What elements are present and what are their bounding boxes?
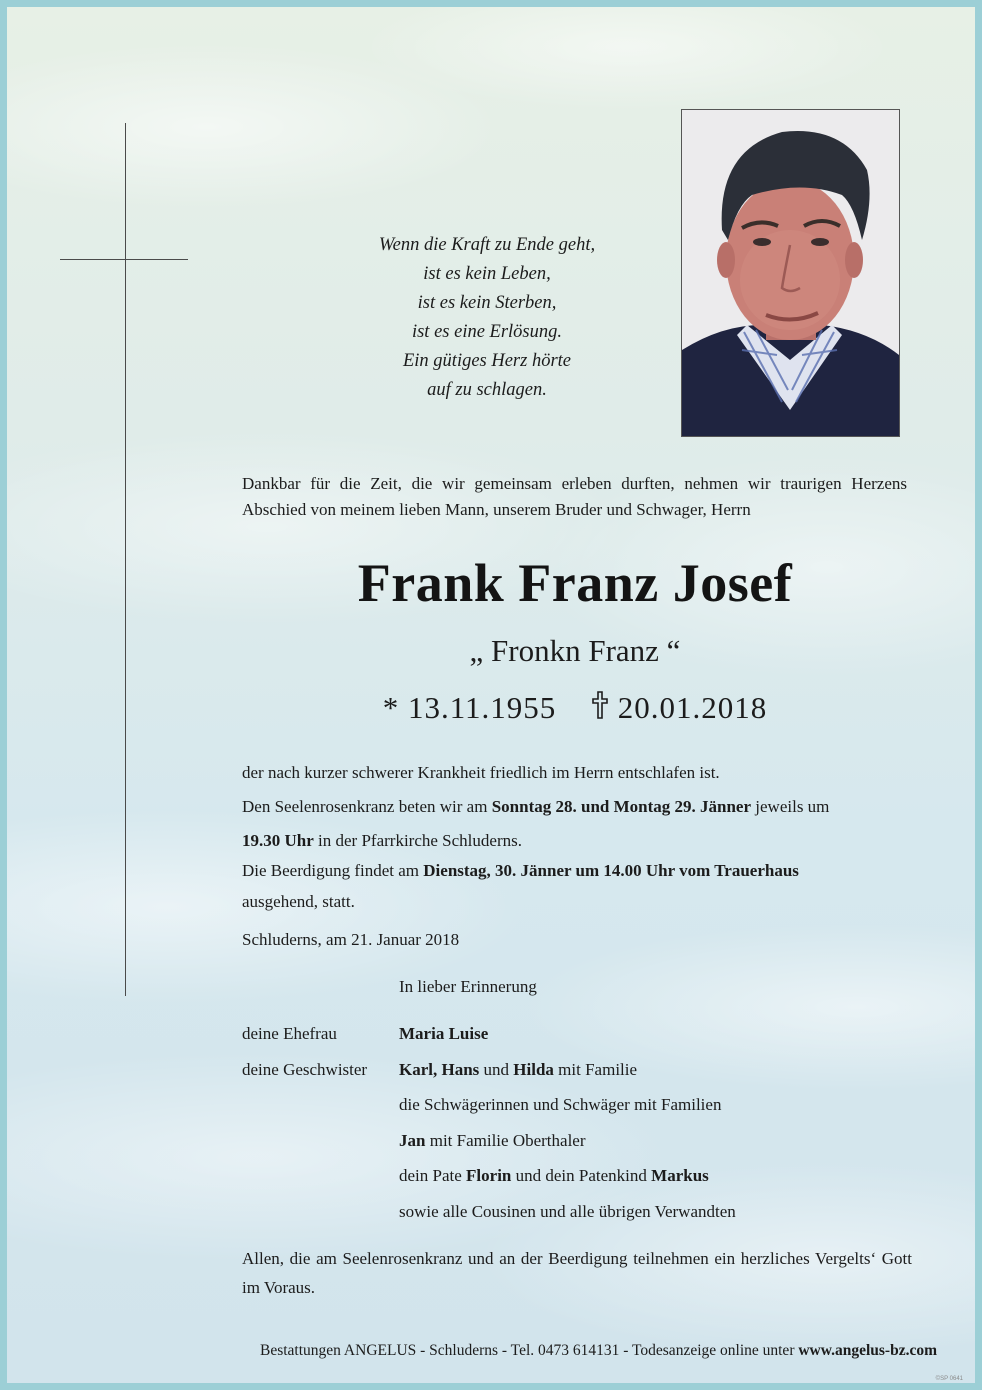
place-date: Schluderns, am 21. Januar 2018 <box>242 930 460 949</box>
rosary-text-part: Den Seelenrosenkranz beten wir am <box>242 797 492 816</box>
death-cross-icon <box>591 690 609 720</box>
family-members <box>399 1020 488 1048</box>
footer-text: Bestattungen ANGELUS - Schluderns - Tel. 0473 614131 - Todesanzeige online unter <box>259 1342 799 1359</box>
life-dates <box>240 690 910 726</box>
cross-horizontal-line <box>60 259 188 260</box>
rosary-time: 19.30 Uhr <box>242 831 314 850</box>
sibling-names: Karl, Hans <box>399 1059 480 1079</box>
relative-name: Jan <box>399 1130 426 1150</box>
poem-line: ist es kein Leben, <box>423 264 551 284</box>
rosary-text-part: jeweils um <box>751 797 830 816</box>
funeral-text-part: Die Beerdigung findet am <box>242 861 424 880</box>
poem-line: auf zu schlagen. <box>427 380 547 400</box>
poem-line: Wenn die Kraft zu Ende geht, <box>378 235 596 255</box>
death-date: 20.01.2018 <box>617 690 768 725</box>
family-suffix: mit Familie <box>553 1059 638 1079</box>
cross-vertical-line <box>125 123 126 996</box>
poem-line: ist es eine Erlösung. <box>411 322 563 342</box>
funeral-text <box>242 854 914 888</box>
rosary-text <box>242 790 914 858</box>
footer <box>47 1342 937 1360</box>
document-code: ©SP 0641 <box>935 1376 963 1382</box>
family-suffix: mit Familie Oberthaler <box>425 1130 586 1150</box>
relation-text: dein Pate <box>399 1166 467 1185</box>
deceased-nickname: „ Fronkn Franz “ <box>469 633 681 668</box>
rosary-text-part: in der Pfarrkirche Schluderns. <box>313 831 522 850</box>
portrait-photo <box>681 109 900 437</box>
passing-text: der nach kurzer schwerer Krankheit friedlich im Herrn entschlafen ist. <box>242 763 720 782</box>
godchild-name: Markus <box>651 1166 709 1185</box>
funeral-date-time: Dienstag, 30. Jänner um 14.00 Uhr vom Trauerhaus <box>423 861 799 880</box>
closing-text: Allen, die am Seelenrosenkranz und an der Beerdigung teilnehmen ein herzliches Vergelts‘ Gott im Voraus. <box>242 1249 912 1297</box>
intro-text: Dankbar für die Zeit, die wir gemeinsam erleben durften, nehmen wir traurigen Herzens Abschied von meinem lieben Mann, unserem Bruder und Schwager, Herrn <box>242 474 907 519</box>
rosary-dates: Sonntag 28. und Montag 29. Jänner <box>491 797 752 816</box>
birth-date: 13.11.1955 <box>407 690 557 725</box>
poem <box>307 231 667 405</box>
relation-text: und dein Patenkind <box>511 1166 652 1185</box>
godfather-name: Florin <box>466 1166 512 1185</box>
funeral-text-end: ausgehend, statt. <box>242 892 355 911</box>
deceased-name: Frank Franz Josef <box>357 553 793 613</box>
conjunction: und <box>479 1059 514 1079</box>
footer-link[interactable]: www.angelus-bz.com <box>798 1342 937 1359</box>
spouse-name: Maria Luise <box>399 1024 489 1043</box>
family-relation: deine Geschwister <box>242 1059 368 1079</box>
sibling-name: Hilda <box>513 1059 554 1079</box>
family-relation: deine Ehefrau <box>242 1024 337 1043</box>
poem-line: Ein gütiges Herz hörte <box>402 351 572 371</box>
family-members <box>399 1056 637 1084</box>
family-members: die Schwägerinnen und Schwäger mit Familien <box>399 1095 722 1114</box>
family-members <box>399 1162 709 1190</box>
poem-line: ist es kein Sterben, <box>417 293 557 313</box>
family-members <box>399 1127 586 1155</box>
family-members: sowie alle Cousinen und alle übrigen Verwandten <box>399 1201 736 1221</box>
birth-symbol: * <box>382 690 400 725</box>
memory-heading: In lieber Erinnerung <box>399 977 537 996</box>
